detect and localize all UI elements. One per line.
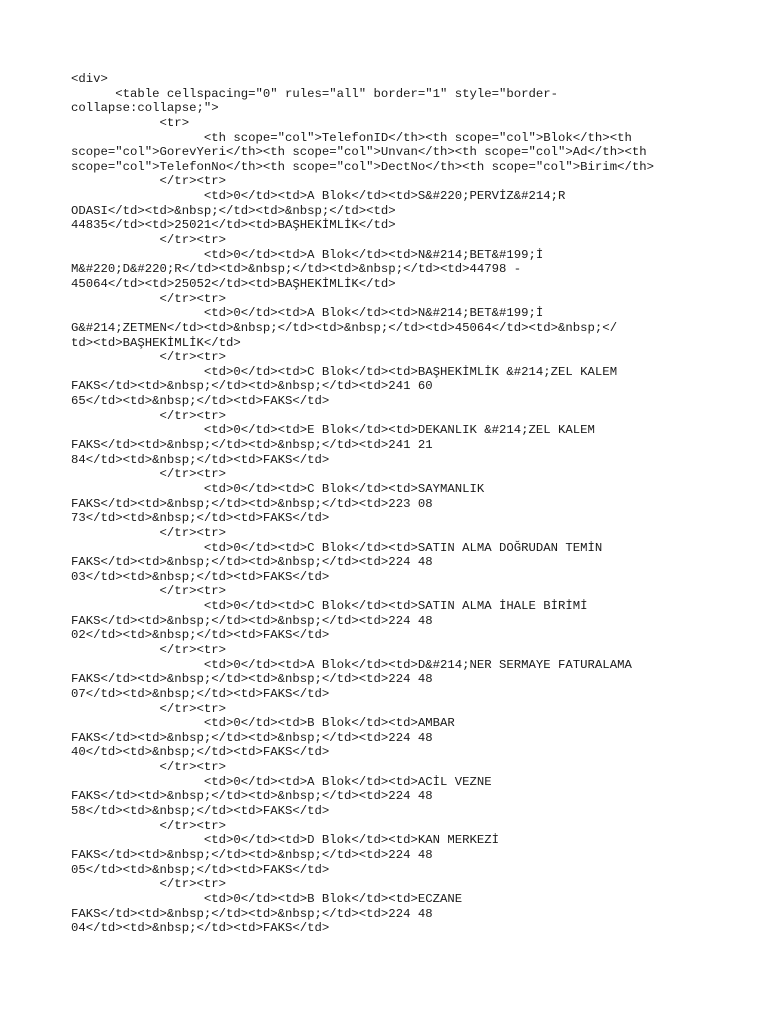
source-line: <tr>	[71, 115, 190, 130]
source-line: </tr><tr>	[71, 233, 226, 248]
source-line: 58</td><td>&nbsp;</td><td>FAKS</td>	[71, 804, 330, 819]
source-line: </tr><tr>	[71, 408, 226, 423]
source-line: FAKS</td><td>&nbsp;</td><td>&nbsp;</td><td>223 08	[71, 496, 433, 511]
source-line: td><td>BAŞHEKİMLİK</td>	[71, 335, 241, 350]
source-line: <td>0</td><td>A Blok</td><td>ACİL VEZNE	[71, 774, 492, 789]
source-line: </tr><tr>	[71, 467, 226, 482]
source-line: scope="col">TelefonNo</th><th scope="col">DectNo</th><th scope="col">Birim</th>	[71, 159, 654, 174]
source-line: </tr><tr>	[71, 818, 226, 833]
source-line: <td>0</td><td>E Blok</td><td>DEKANLIK &#214;ZEL KALEM	[71, 423, 595, 438]
source-line: FAKS</td><td>&nbsp;</td><td>&nbsp;</td><td>224 48	[71, 847, 433, 862]
source-line: </tr><tr>	[71, 525, 226, 540]
source-line: 73</td><td>&nbsp;</td><td>FAKS</td>	[71, 511, 330, 526]
source-line: G&#214;ZETMEN</td><td>&nbsp;</td><td>&nbsp;</td><td>45064</td><td>&nbsp;</	[71, 320, 618, 335]
source-line: 84</td><td>&nbsp;</td><td>FAKS</td>	[71, 452, 330, 467]
source-line: <td>0</td><td>D Blok</td><td>KAN MERKEZİ	[71, 833, 500, 848]
source-line: <div>	[71, 72, 108, 86]
source-line: </tr><tr>	[71, 701, 226, 716]
source-line: M&#220;D&#220;R</td><td>&nbsp;</td><td>&nbsp;</td><td>44798 -	[71, 262, 522, 277]
html-source-text	[71, 72, 711, 936]
source-line: FAKS</td><td>&nbsp;</td><td>&nbsp;</td><td>224 48	[71, 555, 433, 570]
source-line: <th scope="col">TelefonID</th><th scope="col">Blok</th><th	[71, 130, 632, 145]
source-line: <td>0</td><td>B Blok</td><td>ECZANE	[71, 891, 463, 906]
source-line: </tr><tr>	[71, 877, 226, 892]
source-line: ODASI</td><td>&nbsp;</td><td>&nbsp;</td><td>	[71, 203, 396, 218]
source-line: <td>0</td><td>A Blok</td><td>S&#220;PERVİZ&#214;R	[71, 189, 566, 204]
source-line: 65</td><td>&nbsp;</td><td>FAKS</td>	[71, 394, 330, 409]
source-line: FAKS</td><td>&nbsp;</td><td>&nbsp;</td><td>224 48	[71, 730, 433, 745]
source-line: FAKS</td><td>&nbsp;</td><td>&nbsp;</td><td>224 48	[71, 672, 433, 687]
source-line: 44835</td><td>25021</td><td>BAŞHEKİMLİK</td>	[71, 218, 396, 233]
source-line: 07</td><td>&nbsp;</td><td>FAKS</td>	[71, 686, 330, 701]
source-line: 02</td><td>&nbsp;</td><td>FAKS</td>	[71, 628, 330, 643]
source-line: </tr><tr>	[71, 291, 226, 306]
source-line: </tr><tr>	[71, 760, 226, 775]
source-line: <td>0</td><td>B Blok</td><td>AMBAR	[71, 716, 455, 731]
source-line: collapse:collapse;">	[71, 101, 219, 116]
source-line: 03</td><td>&nbsp;</td><td>FAKS</td>	[71, 569, 330, 584]
source-line: FAKS</td><td>&nbsp;</td><td>&nbsp;</td><td>241 60	[71, 379, 433, 394]
source-line: </tr><tr>	[71, 584, 226, 599]
source-line: <td>0</td><td>C Blok</td><td>SAYMANLIK	[71, 481, 485, 496]
source-line: 40</td><td>&nbsp;</td><td>FAKS</td>	[71, 745, 330, 760]
source-line: <td>0</td><td>A Blok</td><td>N&#214;BET&#199;İ	[71, 306, 544, 321]
source-line: FAKS</td><td>&nbsp;</td><td>&nbsp;</td><td>241 21	[71, 438, 433, 453]
source-line: <table cellspacing="0" rules="all" border="1" style="border-	[71, 86, 559, 101]
source-line: <td>0</td><td>C Blok</td><td>SATIN ALMA İHALE BİRİMİ	[71, 599, 588, 614]
source-line: FAKS</td><td>&nbsp;</td><td>&nbsp;</td><td>224 48	[71, 789, 433, 804]
source-line: scope="col">GorevYeri</th><th scope="col">Unvan</th><th scope="col">Ad</th><th	[71, 145, 647, 160]
source-line: <td>0</td><td>C Blok</td><td>BAŞHEKİMLİK &#214;ZEL KALEM	[71, 364, 618, 379]
source-line: <td>0</td><td>C Blok</td><td>SATIN ALMA DOĞRUDAN TEMİN	[71, 540, 603, 555]
source-line: 04</td><td>&nbsp;</td><td>FAKS</td>	[71, 921, 330, 936]
source-line: </tr><tr>	[71, 174, 226, 189]
source-line: 05</td><td>&nbsp;</td><td>FAKS</td>	[71, 862, 330, 877]
source-line: </tr><tr>	[71, 350, 226, 365]
source-line: FAKS</td><td>&nbsp;</td><td>&nbsp;</td><td>224 48	[71, 906, 433, 921]
source-line: 45064</td><td>25052</td><td>BAŞHEKİMLİK</td>	[71, 276, 396, 291]
source-line: </tr><tr>	[71, 642, 226, 657]
source-line: <td>0</td><td>A Blok</td><td>D&#214;NER SERMAYE FATURALAMA	[71, 657, 632, 672]
source-line: FAKS</td><td>&nbsp;</td><td>&nbsp;</td><td>224 48	[71, 613, 433, 628]
source-line: <td>0</td><td>A Blok</td><td>N&#214;BET&#199;İ	[71, 247, 544, 262]
